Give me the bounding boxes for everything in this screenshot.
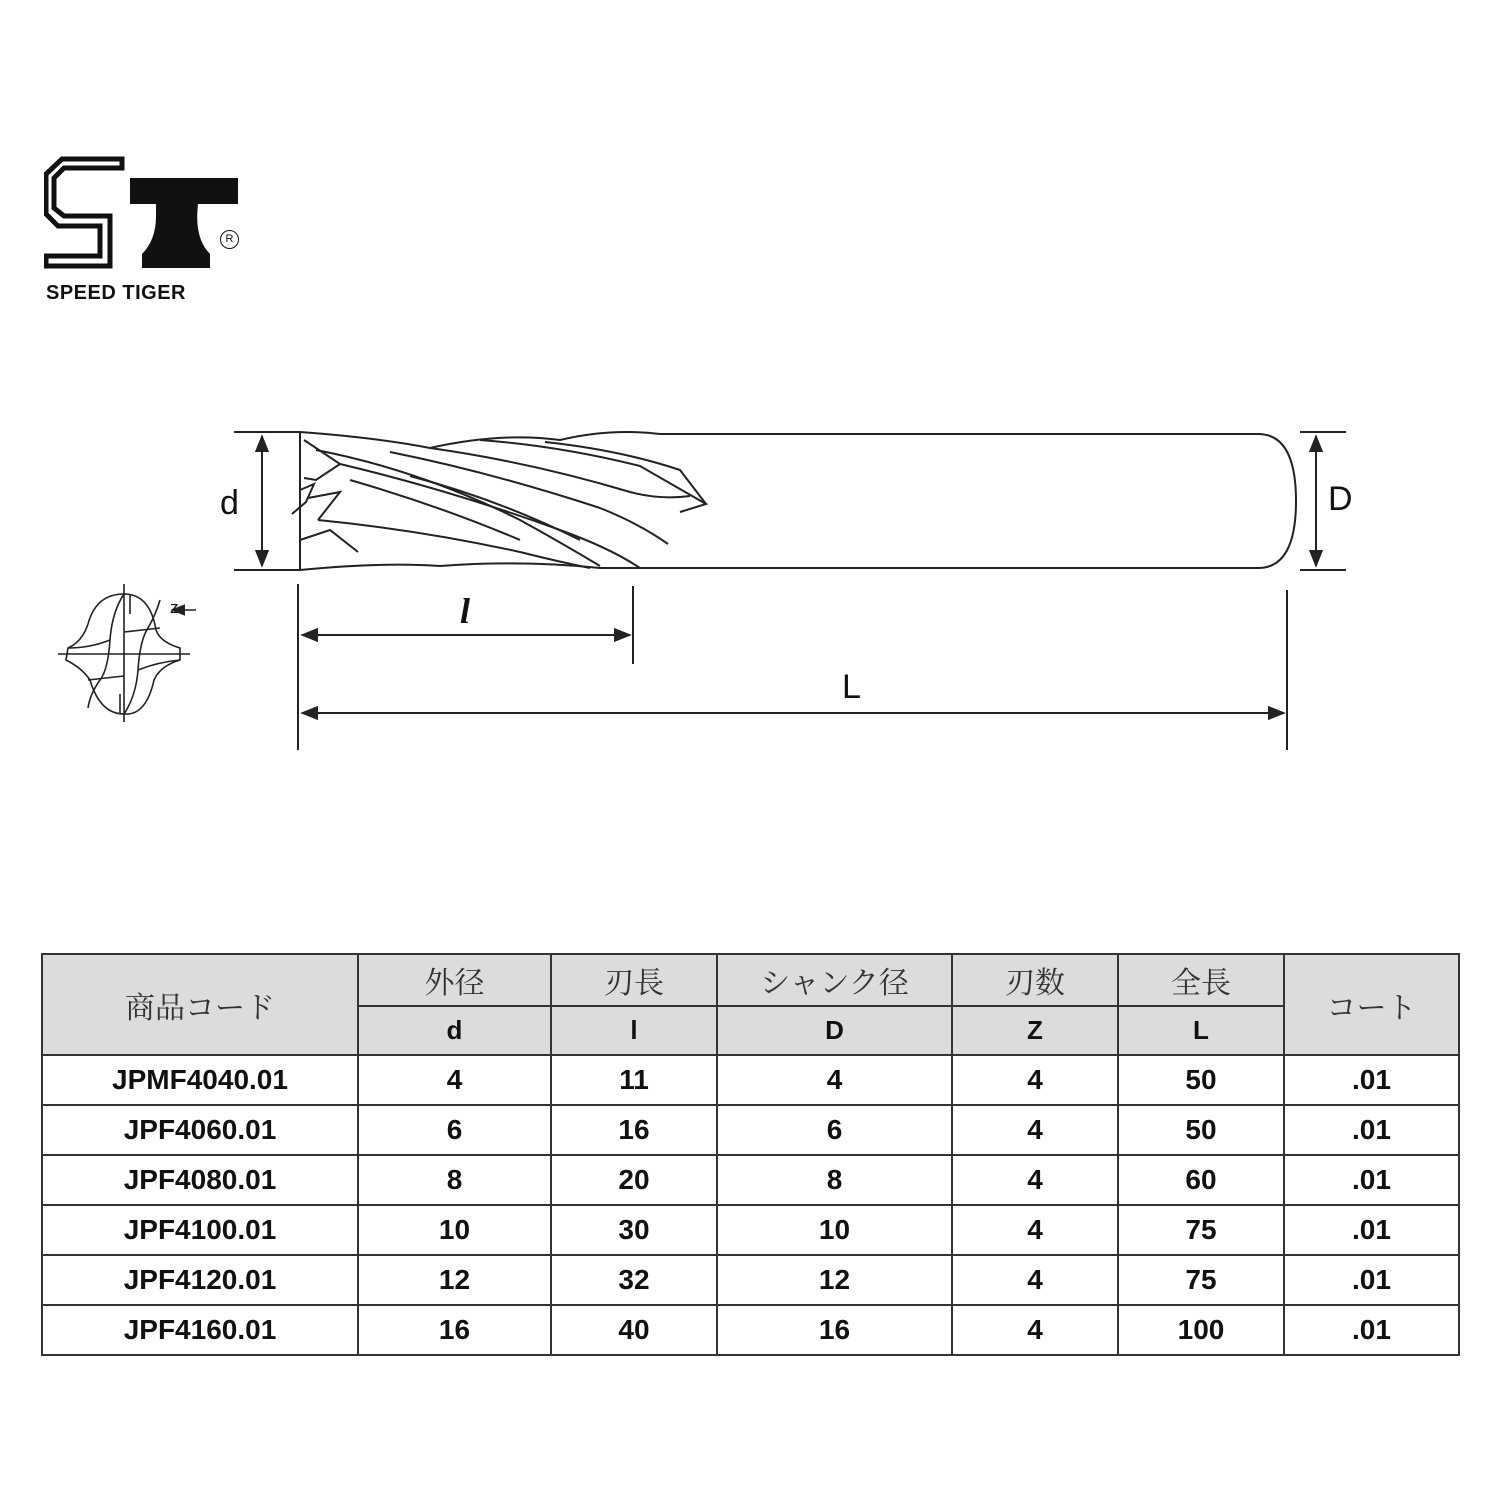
cell-coat: .01 bbox=[1284, 1255, 1459, 1305]
cell-D: 12 bbox=[717, 1255, 952, 1305]
cell-l: 40 bbox=[551, 1305, 717, 1355]
cell-code: JPF4080.01 bbox=[42, 1155, 358, 1205]
cell-coat: .01 bbox=[1284, 1055, 1459, 1105]
cell-d: 6 bbox=[358, 1105, 551, 1155]
table-row bbox=[42, 1205, 1459, 1255]
spec-table bbox=[41, 953, 1460, 1356]
cell-D: 4 bbox=[717, 1055, 952, 1105]
symbol-L: L bbox=[1118, 1006, 1284, 1055]
cell-code: JPF4120.01 bbox=[42, 1255, 358, 1305]
cell-d: 16 bbox=[358, 1305, 551, 1355]
symbol-d: d bbox=[358, 1006, 551, 1055]
cell-Z: 4 bbox=[952, 1205, 1118, 1255]
cell-d: 8 bbox=[358, 1155, 551, 1205]
table-row bbox=[42, 1255, 1459, 1305]
symbol-l: l bbox=[551, 1006, 717, 1055]
header-product-code: 商品コード bbox=[42, 954, 358, 1055]
cell-Z: 4 bbox=[952, 1305, 1118, 1355]
header-shank-diameter: シャンク径 bbox=[717, 954, 952, 1006]
cell-l: 11 bbox=[551, 1055, 717, 1105]
header-coat: コート bbox=[1284, 954, 1459, 1055]
header-outer-diameter: 外径 bbox=[358, 954, 551, 1006]
cell-Z: 4 bbox=[952, 1255, 1118, 1305]
brand-name: SPEED TIGER bbox=[46, 282, 186, 304]
end-mill-outline bbox=[0, 380, 1500, 780]
cell-d: 12 bbox=[358, 1255, 551, 1305]
dimension-label-D: D bbox=[1328, 480, 1353, 518]
registered-mark: R bbox=[220, 230, 239, 249]
symbol-Z: Z bbox=[952, 1006, 1118, 1055]
cell-L: 60 bbox=[1118, 1155, 1284, 1205]
cell-Z: 4 bbox=[952, 1105, 1118, 1155]
dimension-label-L: L bbox=[842, 668, 861, 706]
cell-Z: 4 bbox=[952, 1155, 1118, 1205]
cell-Z: 4 bbox=[952, 1055, 1118, 1105]
cell-coat: .01 bbox=[1284, 1155, 1459, 1205]
cell-D: 16 bbox=[717, 1305, 952, 1355]
cell-D: 10 bbox=[717, 1205, 952, 1255]
cell-L: 50 bbox=[1118, 1105, 1284, 1155]
table-row bbox=[42, 1155, 1459, 1205]
cell-L: 100 bbox=[1118, 1305, 1284, 1355]
table-row bbox=[42, 1105, 1459, 1155]
cell-d: 4 bbox=[358, 1055, 551, 1105]
cell-D: 6 bbox=[717, 1105, 952, 1155]
symbol-D: D bbox=[717, 1006, 952, 1055]
cell-l: 30 bbox=[551, 1205, 717, 1255]
cell-l: 20 bbox=[551, 1155, 717, 1205]
cell-coat: .01 bbox=[1284, 1105, 1459, 1155]
brand-logo bbox=[44, 156, 244, 306]
cell-D: 8 bbox=[717, 1155, 952, 1205]
cell-code: JPF4100.01 bbox=[42, 1205, 358, 1255]
cell-code: JPF4060.01 bbox=[42, 1105, 358, 1155]
cell-l: 32 bbox=[551, 1255, 717, 1305]
dimension-label-z: z bbox=[170, 598, 179, 617]
dimension-label-d: d bbox=[220, 484, 239, 522]
table-row bbox=[42, 1305, 1459, 1355]
cell-d: 10 bbox=[358, 1205, 551, 1255]
table-row bbox=[42, 1055, 1459, 1105]
cell-coat: .01 bbox=[1284, 1205, 1459, 1255]
cell-code: JPF4160.01 bbox=[42, 1305, 358, 1355]
cell-l: 16 bbox=[551, 1105, 717, 1155]
cell-L: 50 bbox=[1118, 1055, 1284, 1105]
cell-code: JPMF4040.01 bbox=[42, 1055, 358, 1105]
dimension-label-l: l bbox=[460, 591, 471, 631]
cell-coat: .01 bbox=[1284, 1305, 1459, 1355]
cell-L: 75 bbox=[1118, 1205, 1284, 1255]
header-flutes: 刃数 bbox=[952, 954, 1118, 1006]
end-mill-drawing bbox=[0, 380, 1500, 780]
header-blade-length: 刃長 bbox=[551, 954, 717, 1006]
header-total-length: 全長 bbox=[1118, 954, 1284, 1006]
cell-L: 75 bbox=[1118, 1255, 1284, 1305]
speed-tiger-emblem-icon bbox=[44, 156, 244, 281]
